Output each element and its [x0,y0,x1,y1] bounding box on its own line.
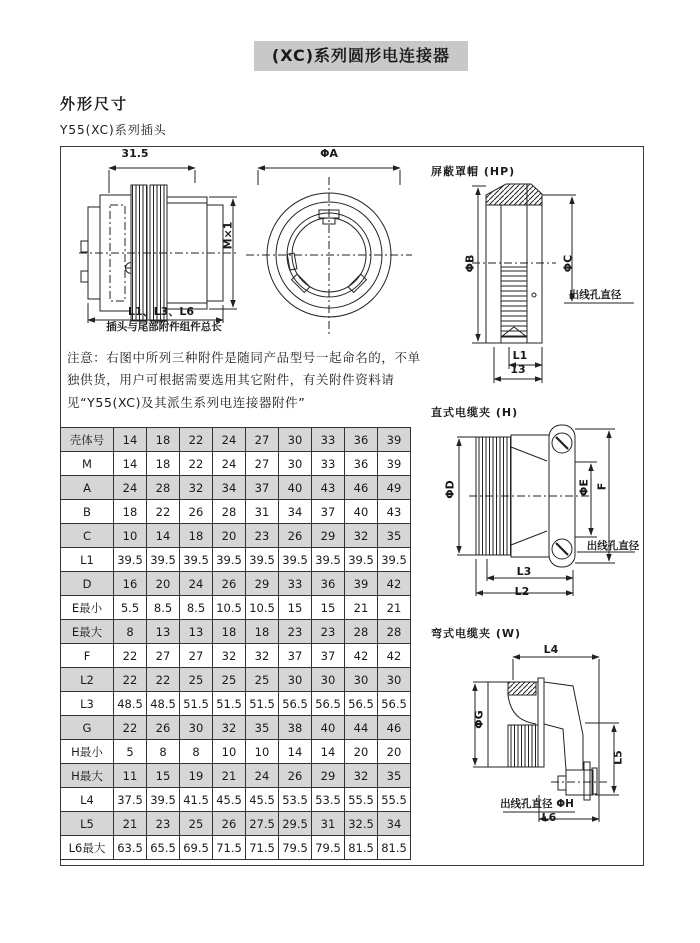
cell: 24 [213,428,246,452]
cell: 30 [279,452,312,476]
dim-label-l1-l3-l6: L1、L3、L6 [128,305,194,318]
cell: 39.5 [213,548,246,572]
row-label: H最大 [61,764,114,788]
cell: 26 [279,524,312,548]
cell: 39.5 [246,548,279,572]
dim-label-hp-13: 13 [510,363,526,376]
cell: 79.5 [279,836,312,860]
cell: 30 [345,668,378,692]
cell: 20 [378,740,411,764]
cell: 24 [180,572,213,596]
cell: 42 [378,572,411,596]
cell: 10 [213,740,246,764]
dim-label-l2: L2 [514,585,530,598]
cell: 24 [246,764,279,788]
cell: 23 [312,620,345,644]
table-row [61,428,411,452]
cell: 10.5 [246,596,279,620]
row-label: L4 [61,788,114,812]
cell: 33 [312,452,345,476]
row-label: E最大 [61,620,114,644]
row-label: M [61,452,114,476]
cell: 18 [213,620,246,644]
cell: 37 [312,500,345,524]
cell: 22 [180,452,213,476]
cell: 22 [114,668,147,692]
cell: 39.5 [279,548,312,572]
cell: 24 [213,452,246,476]
cell: 23 [246,524,279,548]
table-row [61,668,411,692]
table-row [61,812,411,836]
cell: 45.5 [213,788,246,812]
table-row [61,548,411,572]
cell: 79.5 [312,836,345,860]
cell: 35 [378,524,411,548]
table-row [61,644,411,668]
cell: 42 [345,644,378,668]
table-row [61,788,411,812]
cell: 40 [345,500,378,524]
cell: 20 [345,740,378,764]
table-row [61,740,411,764]
cell: 44 [345,716,378,740]
page-title: (XC)系列圆形电连接器 [254,41,468,71]
dim-label-l3: L3 [516,565,532,578]
hp-diagram-title: 屏蔽罩帽 (HP) [431,165,516,178]
cell: 22 [114,644,147,668]
dim-label-31-5: 31.5 [121,147,149,160]
cell: 39.5 [147,788,180,812]
cell: 26 [147,716,180,740]
cell: 18 [180,524,213,548]
dim-label-l5: L5 [611,750,625,765]
cell: 15 [312,596,345,620]
table-row [61,500,411,524]
section-heading: 外形尺寸 [60,95,129,113]
cell: 25 [180,812,213,836]
side-view-caption: 插头与尾部附件组件总长 [106,321,222,333]
cell: 56.5 [378,692,411,716]
cell: 29.5 [279,812,312,836]
cell: 71.5 [213,836,246,860]
table-row [61,476,411,500]
cell: 39 [345,572,378,596]
cell: 32 [246,644,279,668]
cell: 26 [180,500,213,524]
w-outlet-label: 出线孔直径 ΦH [500,798,574,810]
cell: 41.5 [180,788,213,812]
row-label: L3 [61,692,114,716]
cell: 28 [345,620,378,644]
cell: 10 [114,524,147,548]
dim-label-phi-c: ΦC [561,254,575,273]
cell: 27 [180,644,213,668]
cell: 81.5 [378,836,411,860]
cell: 29 [246,572,279,596]
table-row [61,620,411,644]
dim-label-l6: L6 [541,811,557,824]
cell: 39.5 [378,548,411,572]
dim-label-phi-g: ΦG [472,710,486,729]
cell: 14 [279,740,312,764]
cell: 48.5 [147,692,180,716]
cell: 21 [378,596,411,620]
row-label: 壳体号 [61,428,114,452]
cell: 20 [213,524,246,548]
cell: 28 [378,620,411,644]
cell: 32 [213,644,246,668]
cell: 8.5 [180,596,213,620]
dim-label-hp-l1: L1 [512,349,528,362]
cell: 25 [246,668,279,692]
cell: 33 [312,428,345,452]
row-label: F [61,644,114,668]
cell: 26 [279,764,312,788]
cell: 35 [378,764,411,788]
cell: 39 [378,452,411,476]
cell: 33 [279,572,312,596]
cell: 32 [345,764,378,788]
cell: 34 [279,500,312,524]
cell: 34 [213,476,246,500]
cell: 21 [213,764,246,788]
row-label: L5 [61,812,114,836]
cell: 24 [114,476,147,500]
cell: 55.5 [345,788,378,812]
cell: 35 [246,716,279,740]
cell: 21 [345,596,378,620]
cell: 25 [213,668,246,692]
cell: 11 [114,764,147,788]
cell: 8 [147,740,180,764]
cell: 30 [279,428,312,452]
cell: 45.5 [246,788,279,812]
cell: 27 [246,428,279,452]
cell: 46 [378,716,411,740]
dim-label-f: F [595,482,609,491]
cell: 22 [180,428,213,452]
cell: 36 [345,428,378,452]
cell: 81.5 [345,836,378,860]
cell: 22 [147,668,180,692]
cell: 53.5 [279,788,312,812]
cell: 51.5 [180,692,213,716]
cell: 21 [114,812,147,836]
cell: 27.5 [246,812,279,836]
cell: 39.5 [180,548,213,572]
h-outlet-label: 出线孔直径 [586,540,640,552]
dim-label-phi-d: ΦD [443,480,457,499]
cell: 48.5 [114,692,147,716]
row-label: L1 [61,548,114,572]
table-row [61,572,411,596]
row-label: D [61,572,114,596]
cell: 56.5 [312,692,345,716]
cell: 29 [312,764,345,788]
cell: 8 [180,740,213,764]
cell: 31 [246,500,279,524]
cell: 39.5 [312,548,345,572]
cell: 22 [147,500,180,524]
row-label: L2 [61,668,114,692]
cell: 39.5 [114,548,147,572]
dim-label-l4: L4 [543,643,559,656]
cell: 46 [345,476,378,500]
cell: 56.5 [345,692,378,716]
cell: 71.5 [246,836,279,860]
cell: 23 [147,812,180,836]
note-text: 注意：右图中所列三种附件是随同产品型号一起命名的，不单独供货，用户可根据需要选用其它附件，有关附件资料请见“Y55(XC)及其派生系列电连接器附件” [67,350,421,410]
h-straight-clamp-drawing [429,415,641,610]
cell: 29 [312,524,345,548]
cell: 14 [114,452,147,476]
table-row [61,452,411,476]
cell: 23 [279,620,312,644]
row-label: E最小 [61,596,114,620]
row-label: L6最大 [61,836,114,860]
cell: 8 [114,620,147,644]
cell: 15 [147,764,180,788]
cell: 27 [246,452,279,476]
cell: 18 [147,452,180,476]
cell: 14 [114,428,147,452]
table-row [61,524,411,548]
row-label: H最小 [61,740,114,764]
cell: 39.5 [147,548,180,572]
cell: 31 [312,812,345,836]
table-row [61,764,411,788]
cell: 56.5 [279,692,312,716]
cell: 25 [180,668,213,692]
cell: 40 [312,716,345,740]
cell: 51.5 [213,692,246,716]
cell: 42 [378,644,411,668]
cell: 55.5 [378,788,411,812]
cell: 69.5 [180,836,213,860]
dim-label-thread: M×1 [221,221,235,250]
figure-box [60,146,644,866]
cell: 36 [312,572,345,596]
cell: 43 [312,476,345,500]
cell: 15 [279,596,312,620]
cell: 18 [147,428,180,452]
cell: 37 [279,644,312,668]
row-label: A [61,476,114,500]
cell: 37 [312,644,345,668]
cell: 53.5 [312,788,345,812]
cell: 51.5 [246,692,279,716]
row-label: B [61,500,114,524]
cell: 5.5 [114,596,147,620]
cell: 18 [114,500,147,524]
row-label: C [61,524,114,548]
cell: 20 [147,572,180,596]
cell: 14 [147,524,180,548]
h-diagram-title: 直式电缆夹 (H) [431,406,519,419]
cell: 30 [312,668,345,692]
table-row [61,692,411,716]
dimension-table [60,427,411,860]
cell: 37.5 [114,788,147,812]
cell: 30 [279,668,312,692]
cell: 27 [147,644,180,668]
row-label: G [61,716,114,740]
cell: 5 [114,740,147,764]
cell: 37 [246,476,279,500]
cell: 39.5 [345,548,378,572]
cell: 18 [246,620,279,644]
cell: 32 [345,524,378,548]
cell: 32 [213,716,246,740]
w-diagram-title: 弯式电缆夹 (W) [431,627,522,640]
cell: 32.5 [345,812,378,836]
table-row [61,836,411,860]
cell: 43 [378,500,411,524]
cell: 36 [345,452,378,476]
cell: 16 [114,572,147,596]
dim-label-phi-a: ΦA [320,147,338,160]
subtitle: Y55(XC)系列插头 [60,123,167,137]
cell: 34 [378,812,411,836]
hp-outlet-label: 出线孔直径 [568,289,622,301]
cell: 30 [180,716,213,740]
cell: 39 [378,428,411,452]
plug-front-view-drawing [244,155,414,335]
cell: 28 [147,476,180,500]
cell: 65.5 [147,836,180,860]
cell: 19 [180,764,213,788]
cell: 26 [213,812,246,836]
dim-label-phi-b: ΦB [463,254,477,273]
cell: 30 [378,668,411,692]
cell: 13 [180,620,213,644]
cell: 13 [147,620,180,644]
cell: 22 [114,716,147,740]
cell: 26 [213,572,246,596]
cell: 10 [246,740,279,764]
cell: 38 [279,716,312,740]
table-row [61,596,411,620]
dim-label-phi-e: ΦE [577,479,591,496]
table-row [61,716,411,740]
cell: 63.5 [114,836,147,860]
cell: 8.5 [147,596,180,620]
cell: 28 [213,500,246,524]
cell: 32 [180,476,213,500]
cell: 10.5 [213,596,246,620]
cell: 40 [279,476,312,500]
cell: 14 [312,740,345,764]
cell: 49 [378,476,411,500]
